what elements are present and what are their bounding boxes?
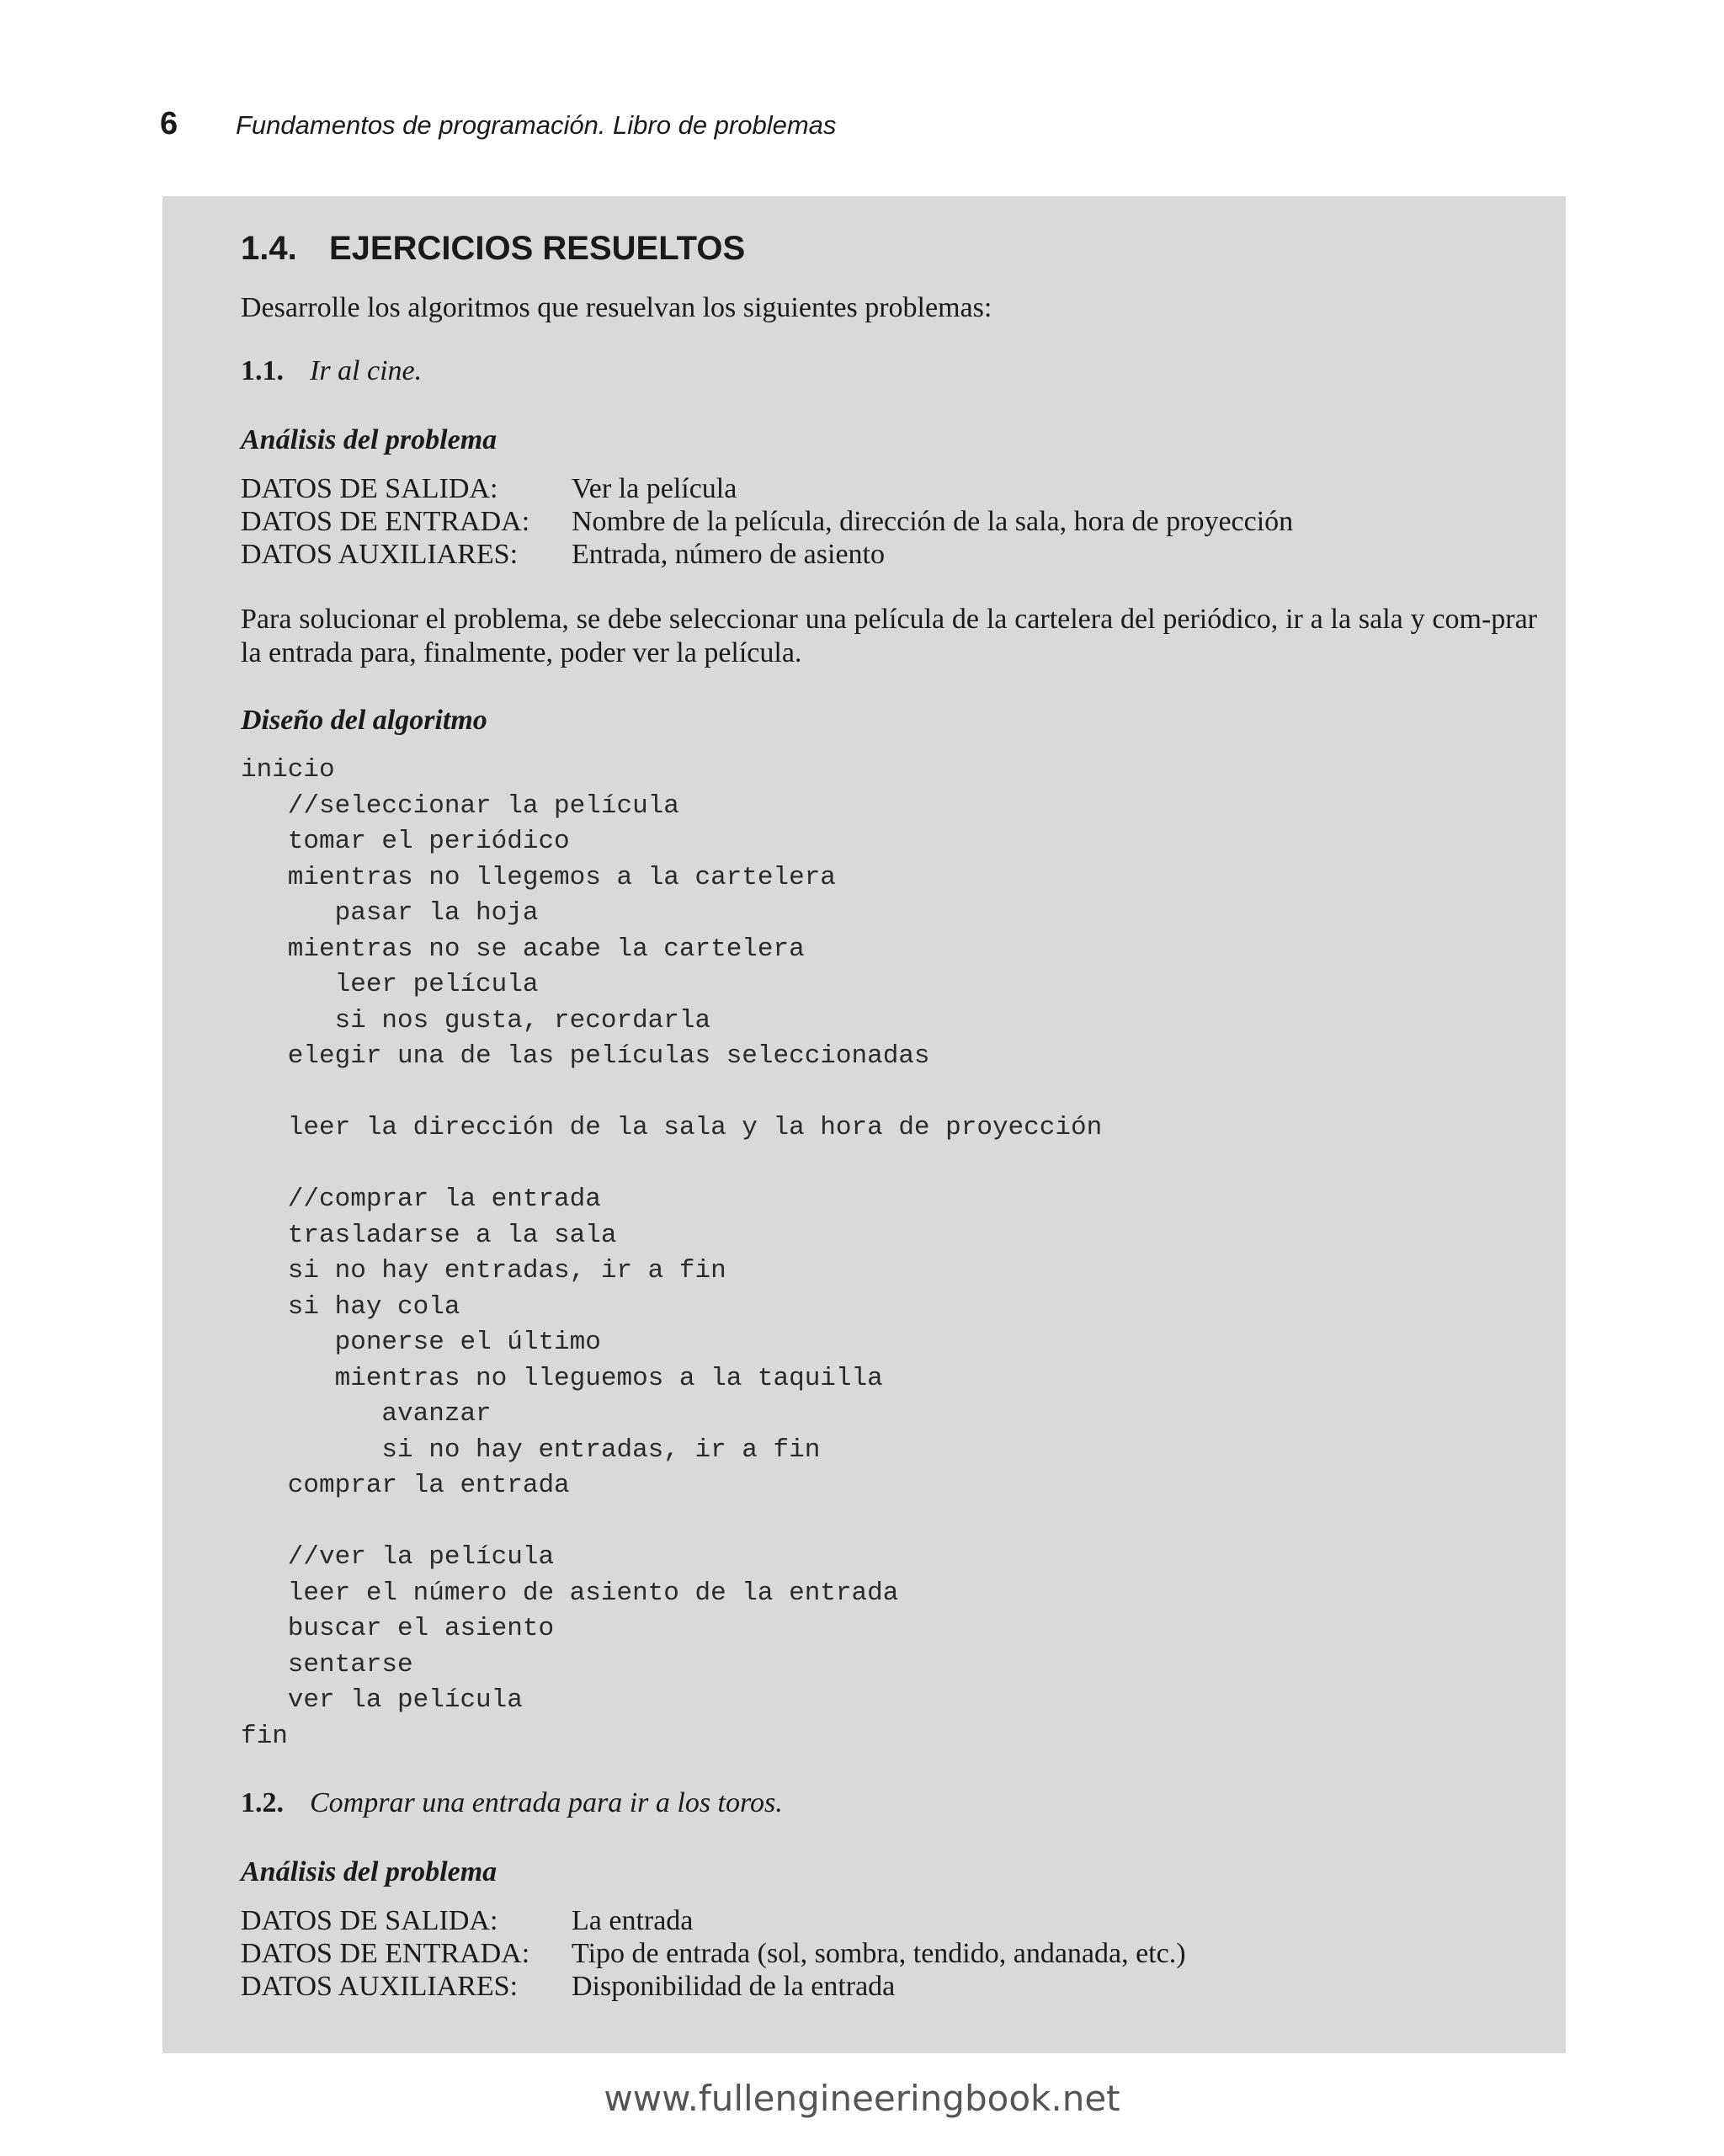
code-line: ver la película <box>241 1685 523 1715</box>
footer-website-link[interactable]: www.fullengineeringbook.net <box>604 2078 1120 2119</box>
code-line <box>241 1504 1537 1541</box>
code-line: tomar el periódico <box>241 827 570 856</box>
data-label: DATOS DE SALIDA: <box>241 1905 498 1936</box>
code-line: si no hay entradas, ir a fin <box>241 1435 821 1465</box>
section-title <box>241 230 1537 268</box>
data-row <box>241 472 1537 505</box>
data-row <box>241 505 1537 538</box>
running-title: Fundamentos de programación. Libro de problemas <box>236 110 837 140</box>
exercise-2-data-table <box>241 1904 1537 2003</box>
code-line <box>241 1147 1537 1183</box>
exercise-1-analysis-heading: Análisis del problema <box>241 424 498 455</box>
data-value: Disponibilidad de la entrada <box>572 1971 896 2002</box>
code-line: ponerse el último <box>241 1328 601 1357</box>
data-label: DATOS AUXILIARES: <box>241 539 519 570</box>
exercise-2-title <box>241 1786 1537 1820</box>
code-line: si nos gusta, recordarla <box>241 1005 711 1035</box>
code-line: elegir una de las películas seleccionadas <box>241 1041 930 1071</box>
data-row <box>241 538 1537 571</box>
code-line: buscar el asiento <box>241 1614 555 1643</box>
code-line: mientras no se acabe la cartelera <box>241 934 805 964</box>
code-line: sentarse <box>241 1649 413 1680</box>
code-line: //ver la película <box>241 1542 555 1572</box>
data-value: Entrada, número de asiento <box>572 539 885 570</box>
exercise-1-name: Ir al cine. <box>310 355 423 386</box>
algorithm-code-block <box>241 753 1537 1754</box>
exercise-1-number: 1.1. <box>241 355 284 386</box>
code-line: fin <box>241 1721 288 1751</box>
code-line: leer película <box>241 970 539 999</box>
data-row <box>241 1904 1537 1937</box>
exercise-1-data-table <box>241 472 1537 571</box>
code-line: trasladarse a la sala <box>241 1220 617 1250</box>
data-label: DATOS DE ENTRADA: <box>241 506 530 537</box>
page-number: 6 <box>160 106 178 141</box>
code-line: si hay cola <box>241 1291 460 1322</box>
code-line: si no hay entradas, ir a fin <box>241 1256 726 1286</box>
exercise-2-analysis-heading: Análisis del problema <box>241 1856 498 1887</box>
code-line: //seleccionar la película <box>241 791 679 821</box>
exercise-1-title <box>241 354 1537 388</box>
data-value: Ver la película <box>572 473 737 504</box>
exercise-2-number: 1.2. <box>241 1787 284 1818</box>
code-line: mientras no llegemos a la cartelera <box>241 862 836 892</box>
exercise-1-design-heading: Diseño del algoritmo <box>241 705 487 736</box>
section-heading: EJERCICIOS RESUELTOS <box>329 230 746 267</box>
data-row <box>241 1937 1537 1970</box>
section-number: 1.4. <box>241 230 297 267</box>
code-line: //comprar la entrada <box>241 1184 601 1214</box>
data-value: Nombre de la película, dirección de la sala, hora de proyección <box>572 506 1294 537</box>
data-value: Tipo de entrada (sol, sombra, tendido, andanada, etc.) <box>572 1938 1186 1969</box>
code-line: pasar la hoja <box>241 898 539 928</box>
code-line: avanzar <box>241 1399 492 1429</box>
exercise-2-name: Comprar una entrada para ir a los toros. <box>310 1787 783 1818</box>
page-header <box>160 106 836 142</box>
code-line: leer la dirección de la sala y la hora de proyección <box>241 1113 1103 1142</box>
code-line: mientras no lleguemos a la taquilla <box>241 1363 883 1393</box>
data-label: DATOS AUXILIARES: <box>241 1971 519 2002</box>
data-value: La entrada <box>572 1905 694 1936</box>
code-line: comprar la entrada <box>241 1471 570 1500</box>
data-label: DATOS DE ENTRADA: <box>241 1938 530 1969</box>
section-intro: Desarrolle los algoritmos que resuelvan los siguientes problemas: <box>241 292 992 323</box>
exercise-1-paragraph: Para solucionar el problema, se debe seleccionar una película de la cartelera del periódico, ir a la sala y com-prar la entrada para, finalmente, poder ver la película. <box>241 604 1537 668</box>
data-label: DATOS DE SALIDA: <box>241 473 498 504</box>
exercises-content <box>241 230 1537 2035</box>
code-line: inicio <box>241 755 335 785</box>
code-line: leer el número de asiento de la entrada <box>241 1578 899 1608</box>
data-row <box>241 1970 1537 2003</box>
code-line <box>241 1075 1537 1111</box>
